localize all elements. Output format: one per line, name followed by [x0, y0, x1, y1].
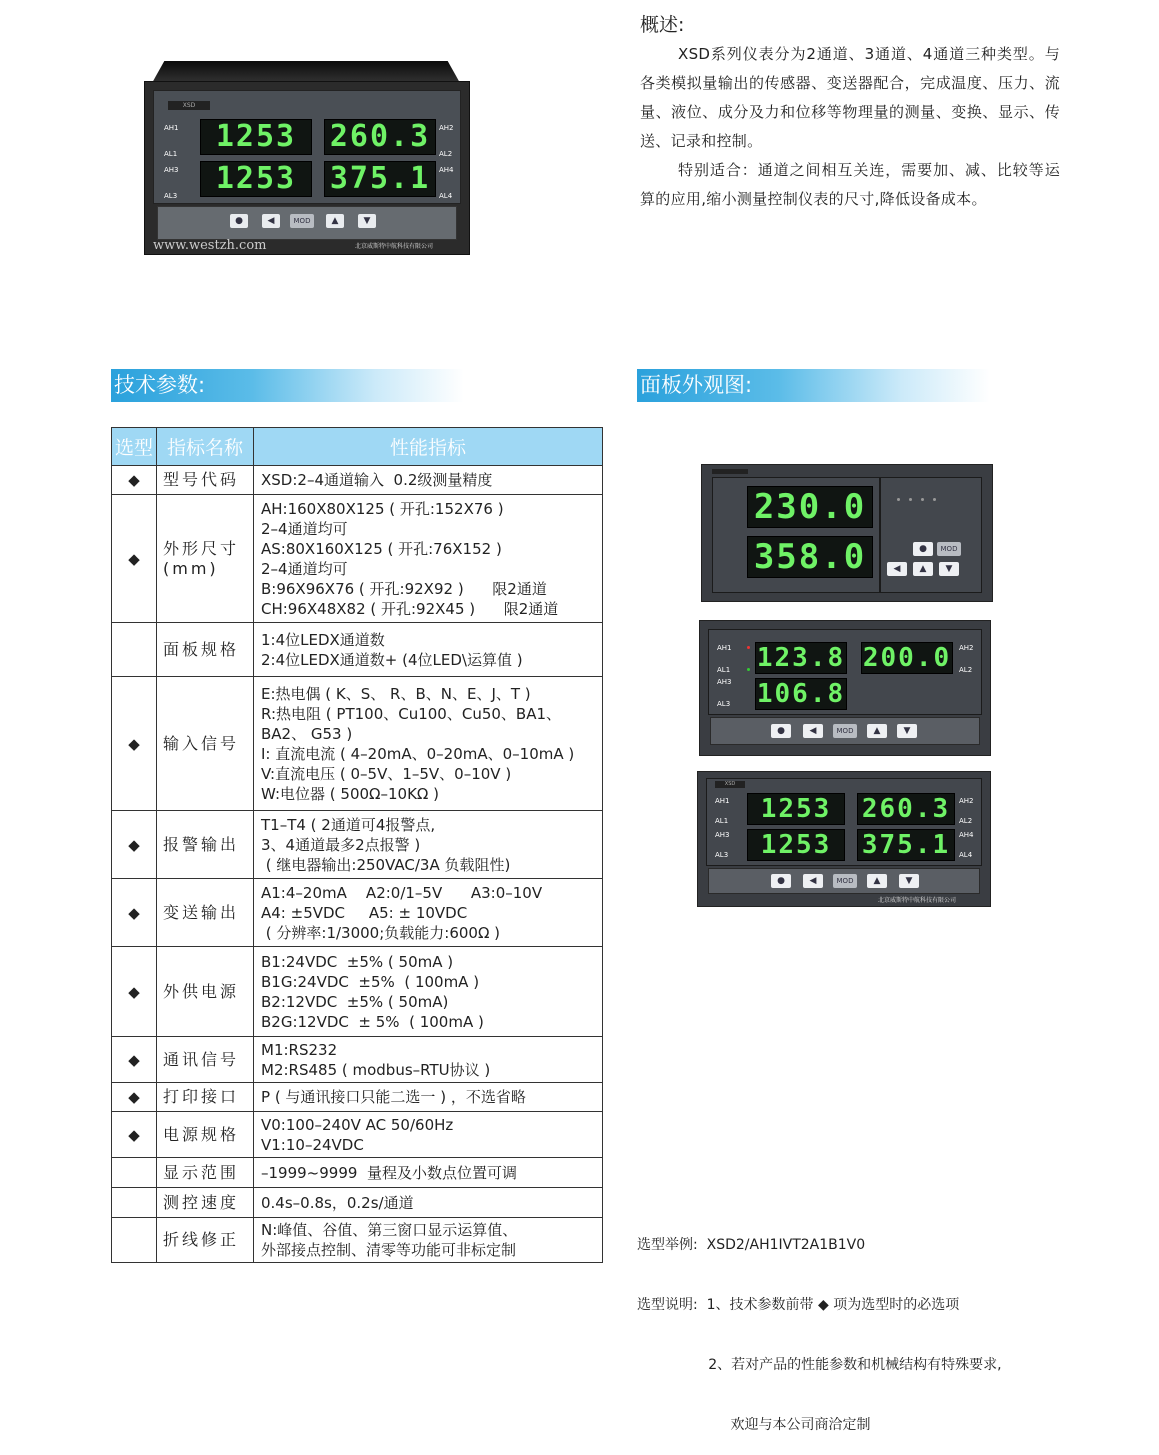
label-al2: AL2: [439, 150, 453, 158]
row-name: 输入信号: [157, 677, 254, 811]
spec-table: [111, 427, 603, 1263]
row-mark: ◆: [112, 1112, 157, 1158]
row-mark: ◆: [112, 466, 157, 495]
key-set[interactable]: ●: [230, 214, 248, 228]
panel2-key-set[interactable]: ●: [771, 724, 791, 738]
row-name: 外形尺寸(mm): [157, 495, 254, 623]
panel3-readout-4: 375.1: [857, 829, 955, 861]
row-value: AH:160X80X125 ( 开孔:152X76 ) 2–4通道均可 AS:80X160X125 ( 开孔:76X152 ) 2–4通道均可 B:96X96X76 ( 开孔:92X92 ) 限2通道 CH:96X48X82 ( 开孔:92X45 ) 限2通道: [254, 495, 603, 623]
row-name: 型号代码: [157, 466, 254, 495]
panel1-key-mod[interactable]: MOD: [937, 542, 961, 556]
row-value: A1:4–20mA A2:0/1–5V A3:0–10V A4: ±5VDC A5: ± 10VDC ( 分辨率:1/3000;负载能力:600Ω ): [254, 879, 603, 947]
panel-keypad: [710, 717, 980, 745]
panel1-readout-2: 358.0: [747, 536, 873, 578]
label-al2: AL2: [959, 666, 973, 674]
table-row: [112, 1188, 603, 1218]
row-name: 显示范围: [157, 1158, 254, 1188]
label-ah2: AH2: [959, 644, 974, 652]
device-keypad: [157, 206, 457, 240]
row-mark: [112, 623, 157, 677]
label-ah2: AH2: [959, 797, 974, 805]
row-mark: ◆: [112, 677, 157, 811]
table-row: [112, 1218, 603, 1263]
row-value: T1–T4 ( 2通道可4报警点, 3、4通道最多2点报警 ) ( 继电器输出:250VAC/3A 负载阻性): [254, 811, 603, 879]
key-left[interactable]: ◀: [262, 214, 280, 228]
key-down[interactable]: ▼: [358, 214, 376, 228]
row-name: 折线修正: [157, 1218, 254, 1263]
table-row: [112, 1083, 603, 1112]
row-value: M1:RS232 M2:RS485 ( modbus–RTU协议 ): [254, 1037, 603, 1083]
row-value: N:峰值、谷值、第三窗口显示运算值、 外部接点控制、清零等功能可非标定制: [254, 1218, 603, 1263]
row-mark: ◆: [112, 811, 157, 879]
readout-1: 1253: [200, 119, 312, 155]
row-value: XSD:2–4通道输入 0.2级测量精度: [254, 466, 603, 495]
note-example: 选型举例: XSD2/AH1IVT2A1B1V0: [637, 1237, 866, 1253]
readout-3: 1253: [200, 161, 312, 197]
row-value: B1:24VDC ±5% ( 50mA ) B1G:24VDC ±5% ( 100mA ) B2:12VDC ±5% ( 50mA) B2G:12VDC ± 5% ( 100mA ): [254, 947, 603, 1037]
label-ah4: AH4: [959, 831, 974, 839]
device-display-face: [153, 90, 461, 204]
panel3-company: 北京威斯特中航科技有限公司: [878, 897, 957, 904]
panel3-key-left[interactable]: ◀: [803, 874, 823, 888]
panel1-key-set[interactable]: ●: [913, 542, 933, 556]
key-up[interactable]: ▲: [326, 214, 344, 228]
row-value: –1999~9999 量程及小数点位置可调: [254, 1158, 603, 1188]
row-mark: ◆: [112, 879, 157, 947]
note-explain-3: 欢迎与本公司商洽定制: [637, 1417, 871, 1433]
panel-image-3: [697, 771, 991, 907]
device-model-tag: XSD: [168, 101, 210, 110]
panel2-key-mod[interactable]: MOD: [833, 724, 857, 738]
row-name: 报警输出: [157, 811, 254, 879]
panel1-key-up[interactable]: ▲: [913, 562, 933, 576]
row-name: 测控速度: [157, 1188, 254, 1218]
row-name: 打印接口: [157, 1083, 254, 1112]
label-ah3: AH3: [164, 166, 179, 174]
panel-keypad: [708, 868, 980, 894]
table-row: [112, 947, 603, 1037]
panel2-readout-1: 123.8: [756, 643, 846, 673]
panel1-readout-1: 230.0: [747, 486, 873, 528]
panel1-key-left[interactable]: ◀: [887, 562, 907, 576]
panel2-readout-2: 200.0: [862, 643, 952, 673]
table-row: [112, 677, 603, 811]
row-mark: ◆: [112, 947, 157, 1037]
panel3-tag: XSD: [715, 781, 745, 788]
panel1-key-down[interactable]: ▼: [939, 562, 959, 576]
label-ah1: AH1: [164, 124, 179, 132]
panel-face: [712, 477, 880, 593]
table-row: [112, 879, 603, 947]
selection-notes: [637, 1195, 1002, 1455]
row-value: 0.4s–0.8s，0.2s/通道: [254, 1188, 603, 1218]
label-al4: AL4: [439, 192, 453, 200]
label-al3: AL3: [717, 700, 731, 708]
table-row: [112, 495, 603, 623]
panel3-readout-2: 260.3: [857, 793, 955, 825]
table-header-row: [112, 428, 603, 466]
panel3-key-down[interactable]: ▼: [899, 874, 919, 888]
intro-paragraph-1: XSD系列仪表分为2通道、3通道、4通道三种类型。与各类模拟量输出的传感器、变送器配合，完成温度、压力、流量、液位、成分及力和位移等物理量的测量、变换、显示、传送、记录和控制。: [640, 45, 1060, 150]
panel3-readout-3: 1253: [747, 829, 845, 861]
header-value: 性能指标: [254, 428, 603, 466]
table-row: [112, 466, 603, 495]
label-ah4: AH4: [439, 166, 454, 174]
table-row: [112, 623, 603, 677]
row-name: 通讯信号: [157, 1037, 254, 1083]
row-value: 1:4位LEDX通道数 2:4位LEDX通道数+ (4位LED\运算值 ): [254, 623, 603, 677]
label-al1: AL1: [717, 666, 731, 674]
intro-section: [640, 10, 1060, 214]
label-al1: AL1: [715, 817, 729, 825]
label-al3: AL3: [164, 192, 178, 200]
row-value: E:热电偶 ( K、S、 R、B、N、E、J、T ) R:热电阻 ( PT100、Cu100、Cu50、BA1、 BA2、 G53 ) I: 直流电流 ( 4–20mA、0–20mA、0–10mA ) V:直流电压 ( 0–5V、1–5V、0–10V ) W:电位器 ( 500Ω–10KΩ ): [254, 677, 603, 811]
device-body: [144, 81, 470, 255]
hero-device-image: [144, 61, 470, 255]
panel-image-1: [701, 464, 993, 602]
label-ah1: AH1: [717, 644, 732, 652]
panel2-key-left[interactable]: ◀: [803, 724, 823, 738]
panel-face: [708, 629, 982, 715]
label-al3: AL3: [715, 851, 729, 859]
panel-face: [706, 778, 982, 866]
row-value: V0:100–240V AC 50/60Hz V1:10–24VDC: [254, 1112, 603, 1158]
panel3-key-up[interactable]: ▲: [867, 874, 887, 888]
panel-tag: [712, 469, 748, 474]
row-mark: [112, 1218, 157, 1263]
panel-key-area: [880, 477, 982, 593]
table-row: [112, 811, 603, 879]
panel3-key-set[interactable]: ●: [771, 874, 791, 888]
panel-view-heading: 面板外观图:: [637, 369, 990, 402]
panel3-key-mod[interactable]: MOD: [833, 874, 857, 888]
readout-2: 260.3: [324, 119, 436, 155]
header-select: 选型: [112, 428, 157, 466]
row-mark: [112, 1188, 157, 1218]
panel3-readout-1: 1253: [747, 793, 845, 825]
intro-title: 概述:: [640, 14, 685, 36]
row-name: 外供电源: [157, 947, 254, 1037]
key-mod[interactable]: MOD: [290, 214, 314, 228]
label-ah1: AH1: [715, 797, 730, 805]
device-url: www.westzh.com: [153, 238, 267, 253]
label-al4: AL4: [959, 851, 973, 859]
row-value: P ( 与通讯接口只能二选一 ) ，不选省略: [254, 1083, 603, 1112]
row-name: 电源规格: [157, 1112, 254, 1158]
note-explain-1: 选型说明: 1、技术参数前带 ◆ 项为选型时的必选项: [637, 1297, 960, 1313]
label-al2: AL2: [959, 817, 973, 825]
row-mark: ◆: [112, 495, 157, 623]
row-name: 面板规格: [157, 623, 254, 677]
device-top-bezel: [152, 61, 460, 83]
row-mark: ◆: [112, 1083, 157, 1112]
intro-paragraph-2: 特别适合：通道之间相互关连，需要加、减、比较等运算的应用,缩小测量控制仪表的尺寸,降低设备成本。: [640, 161, 1060, 208]
readout-4: 375.1: [324, 161, 436, 197]
panel2-key-up[interactable]: ▲: [867, 724, 887, 738]
table-row: [112, 1037, 603, 1083]
tech-params-heading: 技术参数:: [111, 369, 464, 402]
note-explain-2: 2、若对产品的性能参数和机械结构有特殊要求,: [637, 1357, 1002, 1373]
row-mark: [112, 1158, 157, 1188]
panel-image-2: [699, 620, 991, 756]
table-row: [112, 1112, 603, 1158]
label-al1: AL1: [164, 150, 178, 158]
label-ah3: AH3: [717, 678, 732, 686]
table-row: [112, 1158, 603, 1188]
device-company: 北京威斯特中航科技有限公司: [355, 243, 434, 250]
header-name: 指标名称: [157, 428, 254, 466]
panel2-readout-3: 106.8: [756, 679, 846, 709]
label-ah3: AH3: [715, 831, 730, 839]
row-name: 变送输出: [157, 879, 254, 947]
label-ah2: AH2: [439, 124, 454, 132]
panel2-key-down[interactable]: ▼: [897, 724, 917, 738]
row-mark: ◆: [112, 1037, 157, 1083]
